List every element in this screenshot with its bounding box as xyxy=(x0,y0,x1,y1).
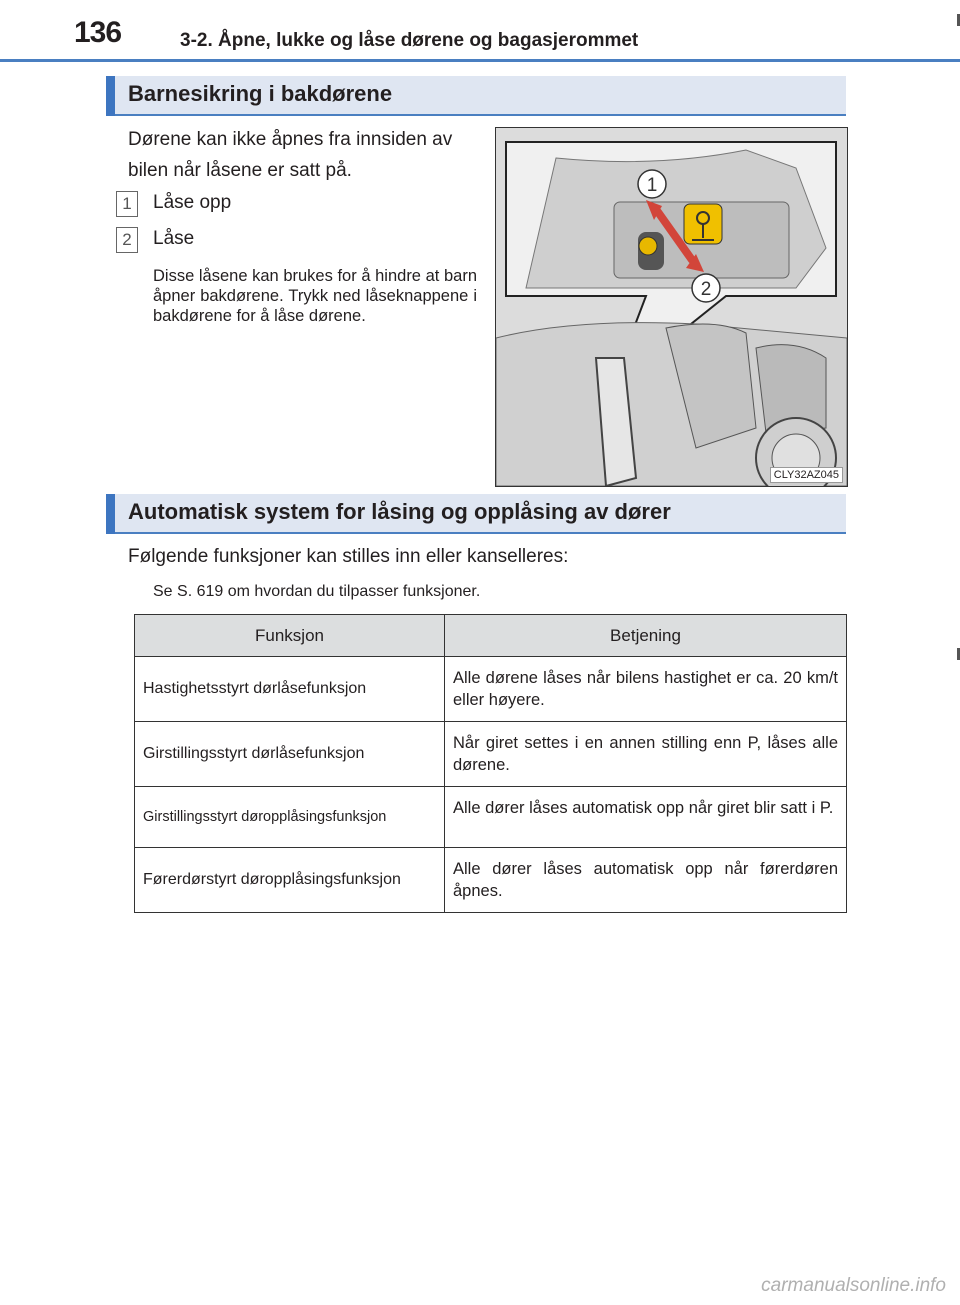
function-operation: Når giret settes i en annen stilling enn P, låses alle dørene. xyxy=(445,722,847,787)
item-number-badge: 1 xyxy=(116,191,138,217)
auto-lock-intro: Følgende funksjoner kan stilles inn eller kanselleres: xyxy=(128,546,569,567)
figure-code: CLY32AZ045 xyxy=(770,467,843,483)
page-number: 136 xyxy=(74,16,122,49)
section-accent xyxy=(106,494,115,534)
callout-2: 2 xyxy=(700,279,712,300)
function-name: Girstillingsstyrt dørlåsefunksjon xyxy=(135,722,445,787)
function-operation: Alle dørene låses når bilens hastighet er ca. 20 km/t eller høyere. xyxy=(445,657,847,722)
section-title: Barnesikring i bakdørene xyxy=(128,81,393,106)
function-name: Førerdørstyrt døropplåsingsfunksjon xyxy=(135,848,445,913)
item-lock-label: Låse xyxy=(153,228,195,249)
function-name: Hastighetsstyrt dørlåsefunksjon xyxy=(135,657,445,722)
section-title: Automatisk system for låsing og opplåsing av dører xyxy=(128,499,671,524)
customization-reference: Se S. 619 om hvordan du tilpasser funksjoner. xyxy=(153,583,481,600)
function-table xyxy=(134,614,847,913)
section-heading-auto-lock xyxy=(106,494,846,534)
child-lock-note: Disse låsene kan brukes for å hindre at barn åpner bakdørene. Trykk ned låseknappene i bakdørene for å låse dørene. xyxy=(153,267,477,325)
function-operation: Alle dører låses automatisk opp når giret blir satt i P. xyxy=(445,787,847,848)
column-header-function: Funksjon xyxy=(135,615,445,657)
child-lock-illustration xyxy=(495,127,848,487)
car-door-drawing xyxy=(496,128,847,486)
section-accent xyxy=(106,76,115,116)
item-number-badge: 2 xyxy=(116,227,138,253)
watermark: carmanualsonline.info xyxy=(761,1275,946,1296)
column-header-operation: Betjening xyxy=(445,615,847,657)
section-heading-child-lock xyxy=(106,76,846,116)
callout-1: 1 xyxy=(646,175,658,196)
table-row xyxy=(135,657,847,722)
function-operation: Alle dører låses automatisk opp når førerdøren åpnes. xyxy=(445,848,847,913)
table-row xyxy=(135,722,847,787)
table-header-row xyxy=(135,615,847,657)
item-unlock-label: Låse opp xyxy=(153,192,232,213)
header-rule xyxy=(0,59,960,62)
function-name: Girstillingsstyrt døropplåsingsfunksjon xyxy=(135,787,445,848)
table-row xyxy=(135,848,847,913)
running-head: 3-2. Åpne, lukke og låse dørene og bagasjerommet xyxy=(180,30,639,51)
table-row xyxy=(135,787,847,848)
child-lock-intro: Dørene kan ikke åpnes fra innsiden av bilen når låsene er satt på. xyxy=(128,129,453,181)
